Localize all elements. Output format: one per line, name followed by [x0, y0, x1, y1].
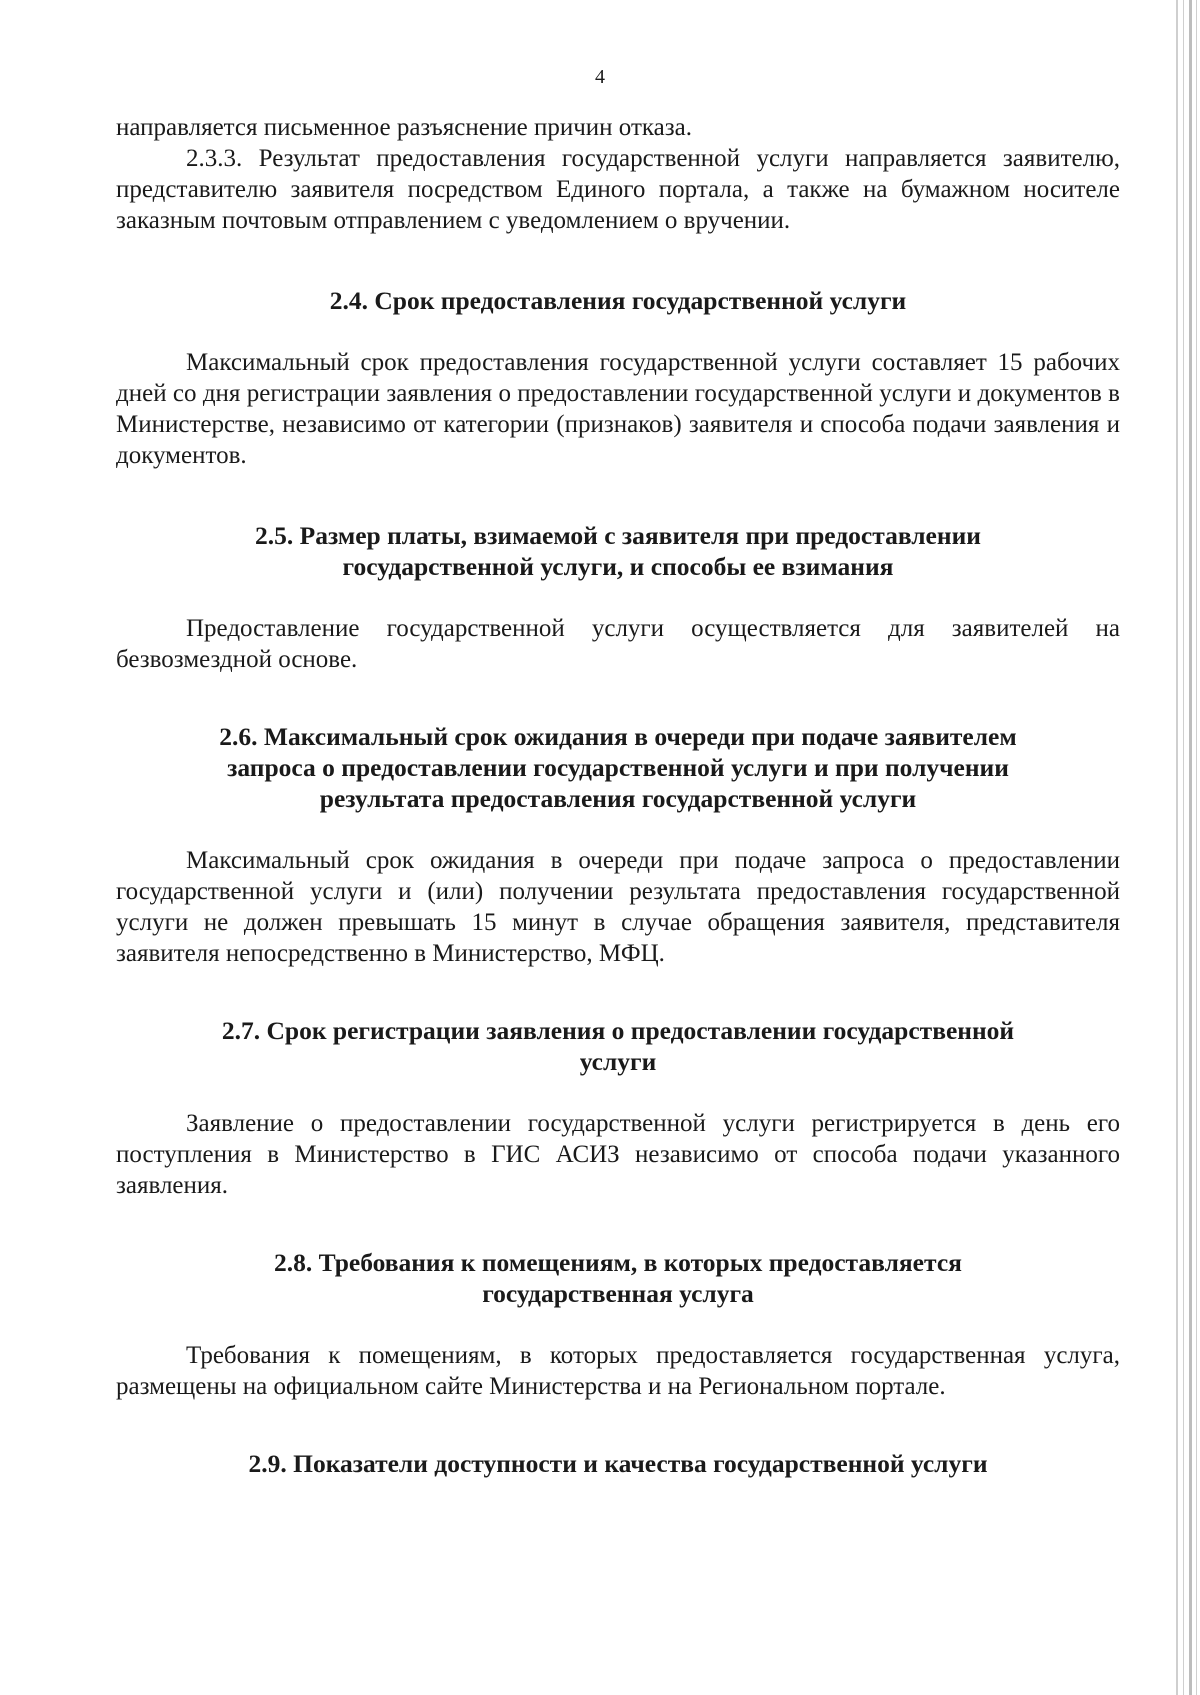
paragraph-2-6: Максимальный срок ожидания в очереди при подаче запроса о предоставлении государственной услуги и (или) получении результата предоставления государственной услуги не должен превышать 15 минут в случае обращения заявителя, представителя заявителя непосредственно в Министерство, МФЦ.: [116, 847, 1120, 967]
heading-2-8-line-2: государственная услуга: [482, 1279, 754, 1308]
heading-2-8-line-1: 2.8. Требования к помещениям, в которых предоставляется: [274, 1248, 962, 1277]
scan-edge-line: [1183, 0, 1184, 1695]
heading-2-4: 2.4. Срок предоставления государственной услуги: [329, 286, 907, 315]
heading-2-9: 2.9. Показатели доступности и качества государственной услуги: [248, 1449, 988, 1478]
page-number: 4: [595, 66, 605, 88]
paragraph-2-5: Предоставление государственной услуги осуществляется для заявителей на безвозмездной основе.: [116, 615, 1120, 673]
paragraph-2-8: Требования к помещениям, в которых предоставляется государственная услуга, размещены на официальном сайте Министерства и на Региональном портале.: [116, 1342, 1120, 1400]
document-body: [116, 112, 1120, 1479]
heading-2-6-line-3: результата предоставления государственной услуги: [319, 784, 917, 813]
heading-2-7-line-2: услуги: [579, 1047, 657, 1076]
heading-2-5: [116, 520, 1120, 582]
scan-edge-line: [1189, 0, 1192, 1695]
scan-edge-line: [1176, 0, 1178, 1695]
paragraph-2-4: Максимальный срок предоставления государственной услуги составляет 15 рабочих дней со дня регистрации заявления о предоставлении государственной услуги и документов в Министерстве, независимо от категории (признаков) заявителя и способа подачи заявления и документов.: [116, 349, 1120, 469]
paragraph-2-7: Заявление о предоставлении государственной услуги регистрируется в день его поступления в Министерство в ГИС АСИЗ независимо от способа подачи указанного заявления.: [116, 1110, 1120, 1199]
heading-2-5-line-1: 2.5. Размер платы, взимаемой с заявителя при предоставлении: [255, 521, 981, 550]
heading-2-7-line-1: 2.7. Срок регистрации заявления о предоставлении государственной: [221, 1016, 1015, 1045]
heading-2-6-line-1: 2.6. Максимальный срок ожидания в очереди при подаче заявителем: [219, 722, 1017, 751]
scan-edge-line: [1196, 0, 1197, 1695]
heading-2-5-line-2: государственной услуги, и способы ее взимания: [342, 552, 894, 581]
paragraph-2-3-3: 2.3.3. Результат предоставления государственной услуги направляется заявителю, представителю заявителя посредством Единого портала, а также на бумажном носителе заказным почтовым отправлением с уведомлением о вручении.: [116, 145, 1120, 234]
heading-2-6: [116, 721, 1120, 814]
paragraph-refusal-explanation: направляется письменное разъяснение причин отказа.: [116, 114, 692, 141]
heading-2-7: [116, 1015, 1120, 1077]
heading-2-8: [116, 1247, 1120, 1309]
heading-2-6-line-2: запроса о предоставлении государственной услуги и при получении: [227, 753, 1009, 782]
